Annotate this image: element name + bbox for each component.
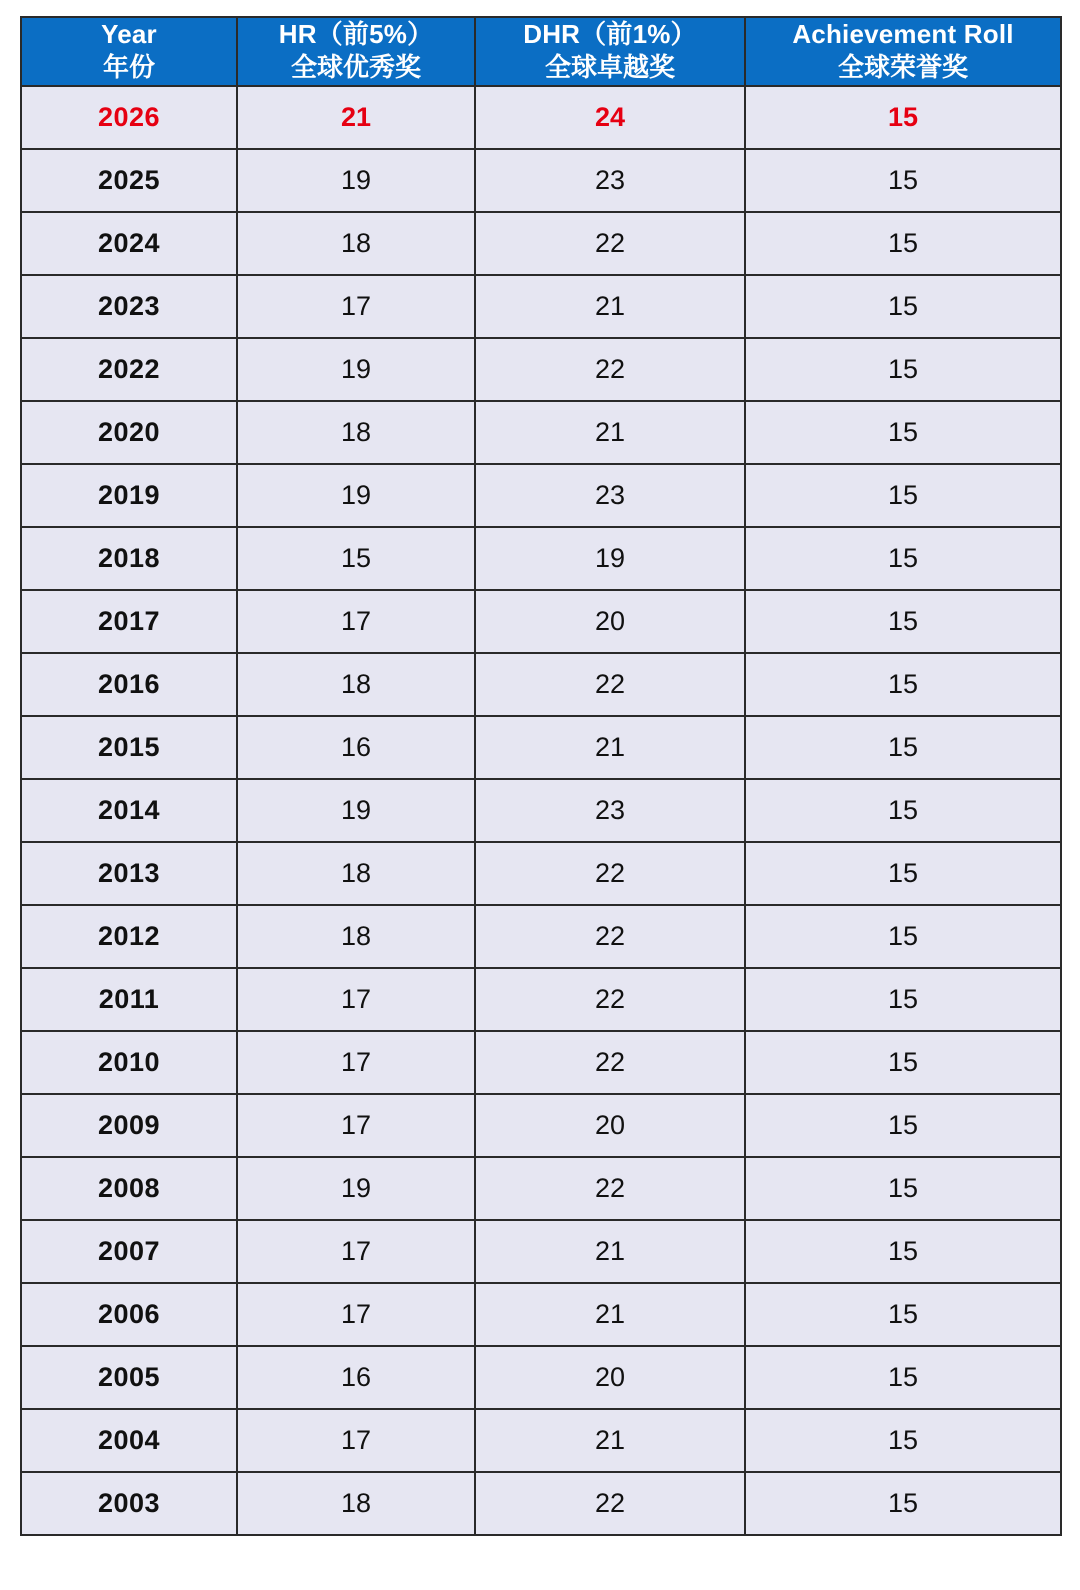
cell-achievement-roll: 15 (745, 716, 1061, 779)
cell-year: 2023 (21, 275, 237, 338)
cell-dhr: 23 (475, 464, 745, 527)
table-row (21, 527, 1061, 590)
cell-year: 2006 (21, 1283, 237, 1346)
table-row (21, 401, 1061, 464)
table-row (21, 1157, 1061, 1220)
cell-dhr: 22 (475, 1031, 745, 1094)
cell-year: 2010 (21, 1031, 237, 1094)
column-header-hr-zh: 全球优秀奖 (290, 52, 421, 83)
cell-dhr: 22 (475, 338, 745, 401)
cell-dhr: 20 (475, 1346, 745, 1409)
table-row (21, 212, 1061, 275)
cell-year: 2015 (21, 716, 237, 779)
table-row (21, 86, 1061, 149)
cell-hr: 15 (237, 527, 475, 590)
cell-dhr: 19 (475, 527, 745, 590)
cell-dhr: 21 (475, 401, 745, 464)
cell-achievement-roll: 15 (745, 401, 1061, 464)
table-row (21, 1031, 1061, 1094)
cell-year: 2026 (21, 86, 237, 149)
cell-achievement-roll: 15 (745, 527, 1061, 590)
table-row (21, 1094, 1061, 1157)
table-row (21, 1472, 1061, 1535)
cell-dhr: 22 (475, 968, 745, 1031)
cell-hr: 19 (237, 779, 475, 842)
table-row (21, 716, 1061, 779)
cutoff-score-table (20, 16, 1062, 1536)
column-header-dhr-zh: 全球卓越奖 (544, 52, 675, 83)
cell-year: 2018 (21, 527, 237, 590)
cell-year: 2005 (21, 1346, 237, 1409)
table-row (21, 842, 1061, 905)
cell-year: 2011 (21, 968, 237, 1031)
cell-dhr: 21 (475, 716, 745, 779)
column-header-hr (237, 17, 475, 86)
cell-hr: 19 (237, 1157, 475, 1220)
cell-achievement-roll: 15 (745, 1094, 1061, 1157)
table-row (21, 653, 1061, 716)
cell-hr: 17 (237, 1031, 475, 1094)
cell-dhr: 21 (475, 1409, 745, 1472)
table-row (21, 590, 1061, 653)
cell-hr: 18 (237, 842, 475, 905)
cell-achievement-roll: 15 (745, 842, 1061, 905)
cell-year: 2022 (21, 338, 237, 401)
cell-year: 2024 (21, 212, 237, 275)
table-row (21, 1283, 1061, 1346)
cell-dhr: 20 (475, 590, 745, 653)
column-header-year-en: Year (101, 19, 157, 49)
cell-year: 2025 (21, 149, 237, 212)
column-header-year (21, 17, 237, 86)
table-row (21, 968, 1061, 1031)
cell-achievement-roll: 15 (745, 1220, 1061, 1283)
column-header-ar-zh: 全球荣誉奖 (837, 52, 968, 83)
table-row (21, 905, 1061, 968)
table-row (21, 275, 1061, 338)
cell-dhr: 20 (475, 1094, 745, 1157)
cell-year: 2009 (21, 1094, 237, 1157)
cell-dhr: 23 (475, 149, 745, 212)
table-row (21, 1409, 1061, 1472)
cell-achievement-roll: 15 (745, 968, 1061, 1031)
cell-achievement-roll: 15 (745, 275, 1061, 338)
column-header-hr-en: HR（前5%） (278, 19, 434, 49)
cell-dhr: 22 (475, 1157, 745, 1220)
table-row (21, 1346, 1061, 1409)
cell-dhr: 21 (475, 1220, 745, 1283)
cell-dhr: 21 (475, 275, 745, 338)
cell-achievement-roll: 15 (745, 1031, 1061, 1094)
table-row (21, 464, 1061, 527)
table-row (21, 149, 1061, 212)
column-header-dhr (475, 17, 745, 86)
table-row (21, 338, 1061, 401)
header-row (21, 17, 1061, 86)
cell-hr: 18 (237, 401, 475, 464)
column-header-year-zh: 年份 (102, 52, 155, 83)
cell-hr: 19 (237, 338, 475, 401)
cell-dhr: 23 (475, 779, 745, 842)
cell-year: 2007 (21, 1220, 237, 1283)
column-header-dhr-en: DHR（前1%） (523, 19, 697, 49)
cell-year: 2008 (21, 1157, 237, 1220)
cell-achievement-roll: 15 (745, 338, 1061, 401)
cell-achievement-roll: 15 (745, 1409, 1061, 1472)
cell-achievement-roll: 15 (745, 464, 1061, 527)
cell-dhr: 22 (475, 212, 745, 275)
cell-hr: 21 (237, 86, 475, 149)
cell-hr: 19 (237, 149, 475, 212)
cell-hr: 17 (237, 1220, 475, 1283)
cell-dhr: 22 (475, 842, 745, 905)
cell-achievement-roll: 15 (745, 1283, 1061, 1346)
cell-hr: 17 (237, 1409, 475, 1472)
cell-dhr: 24 (475, 86, 745, 149)
cell-achievement-roll: 15 (745, 590, 1061, 653)
cell-achievement-roll: 15 (745, 653, 1061, 716)
cell-achievement-roll: 15 (745, 905, 1061, 968)
cell-hr: 17 (237, 1094, 475, 1157)
table-row (21, 779, 1061, 842)
cell-hr: 17 (237, 968, 475, 1031)
cell-year: 2012 (21, 905, 237, 968)
cell-achievement-roll: 15 (745, 779, 1061, 842)
cell-year: 2020 (21, 401, 237, 464)
cell-hr: 16 (237, 716, 475, 779)
cell-dhr: 22 (475, 905, 745, 968)
cell-year: 2013 (21, 842, 237, 905)
cell-dhr: 21 (475, 1283, 745, 1346)
table-header (21, 17, 1061, 86)
cell-achievement-roll: 15 (745, 1472, 1061, 1535)
cell-hr: 18 (237, 212, 475, 275)
table-row (21, 1220, 1061, 1283)
cell-achievement-roll: 15 (745, 1346, 1061, 1409)
cell-hr: 18 (237, 653, 475, 716)
table-body (21, 86, 1061, 1535)
cell-hr: 16 (237, 1346, 475, 1409)
cell-achievement-roll: 15 (745, 86, 1061, 149)
cell-dhr: 22 (475, 653, 745, 716)
cell-year: 2004 (21, 1409, 237, 1472)
cell-achievement-roll: 15 (745, 149, 1061, 212)
cell-hr: 18 (237, 905, 475, 968)
cell-year: 2003 (21, 1472, 237, 1535)
cell-hr: 17 (237, 590, 475, 653)
cell-year: 2016 (21, 653, 237, 716)
cell-hr: 19 (237, 464, 475, 527)
cell-dhr: 22 (475, 1472, 745, 1535)
cell-hr: 17 (237, 1283, 475, 1346)
cell-year: 2017 (21, 590, 237, 653)
cell-year: 2019 (21, 464, 237, 527)
column-header-ar-en: Achievement Roll (792, 19, 1014, 49)
cell-hr: 18 (237, 1472, 475, 1535)
cell-achievement-roll: 15 (745, 212, 1061, 275)
cell-hr: 17 (237, 275, 475, 338)
cell-achievement-roll: 15 (745, 1157, 1061, 1220)
cell-year: 2014 (21, 779, 237, 842)
column-header-achievement-roll (745, 17, 1061, 86)
